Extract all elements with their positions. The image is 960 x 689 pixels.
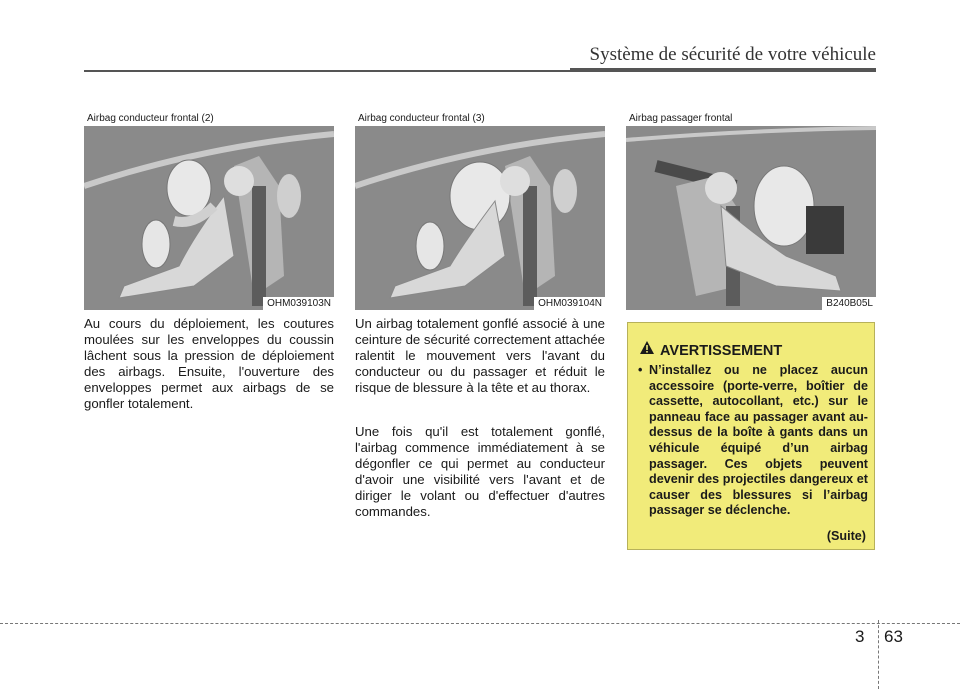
driver-airbag-illustration (355, 126, 605, 310)
warning-text: N’installez ou ne placez aucun accessoire (porte-verre, boîtier de cassette, autocollant, etc.) sur le panneau face au passager avant au-dessus de la boîte à gants dans un véhicule équipé d’un airbag passager. Ces objets peuvent devenir des projectiles dangereux et causer des blessures si l’airbag passager se déclenche. (649, 363, 868, 518)
warning-triangle-icon (640, 341, 654, 354)
figure-driver-airbag-2 (84, 112, 334, 310)
figure-caption: Airbag conducteur frontal (3) (355, 112, 605, 126)
warning-box (627, 322, 875, 550)
warning-title: AVERTISSEMENT (660, 343, 783, 359)
warning-list (638, 363, 868, 519)
figure-caption: Airbag passager frontal (626, 112, 876, 126)
header-rule-accent (570, 68, 876, 72)
footer-vertical-dash (878, 620, 879, 689)
page-number: 63 (884, 627, 903, 646)
left-paragraph: Au cours du déploiement, les coutures moulées sur les enveloppes du coussin lâchent sous la pression de déploiement des airbags. Ensuite, l'ouverture des enveloppes permet aux airbags de se gonfler totalement. (84, 316, 334, 411)
driver-airbag-illustration (84, 126, 334, 310)
header-title: Système de sécurité de votre véhicule (589, 44, 876, 65)
middle-paragraph-1: Un airbag totalement gonflé associé à une ceinture de sécurité correctement attachée ralentit le mouvement vers l'avant du conducteur ou du passager et réduit le risque de blessure à la tête et au thorax. (355, 316, 605, 395)
middle-paragraph-2: Une fois qu'il est totalement gonflé, l'airbag commence immédiatement à se dégonfler ce qui permet au conducteur d'avoir une visibilité vers l'avant et de diriger le volant ou d'effectuer d'autres commandes. (355, 424, 605, 519)
passenger-airbag-illustration (626, 126, 876, 310)
footer-dash-line (0, 623, 960, 624)
figure-passenger-airbag (626, 112, 876, 310)
figure-code: OHM039103N (263, 297, 334, 310)
chapter-number: 3 (855, 627, 865, 646)
warning-continued: (Suite) (826, 529, 866, 543)
figure-code: OHM039104N (534, 297, 605, 310)
figure-code: B240B05L (822, 297, 876, 310)
bullet: • (638, 363, 643, 377)
figure-driver-airbag-3 (355, 112, 605, 310)
list-item (638, 363, 868, 519)
figure-caption: Airbag conducteur frontal (2) (84, 112, 334, 126)
